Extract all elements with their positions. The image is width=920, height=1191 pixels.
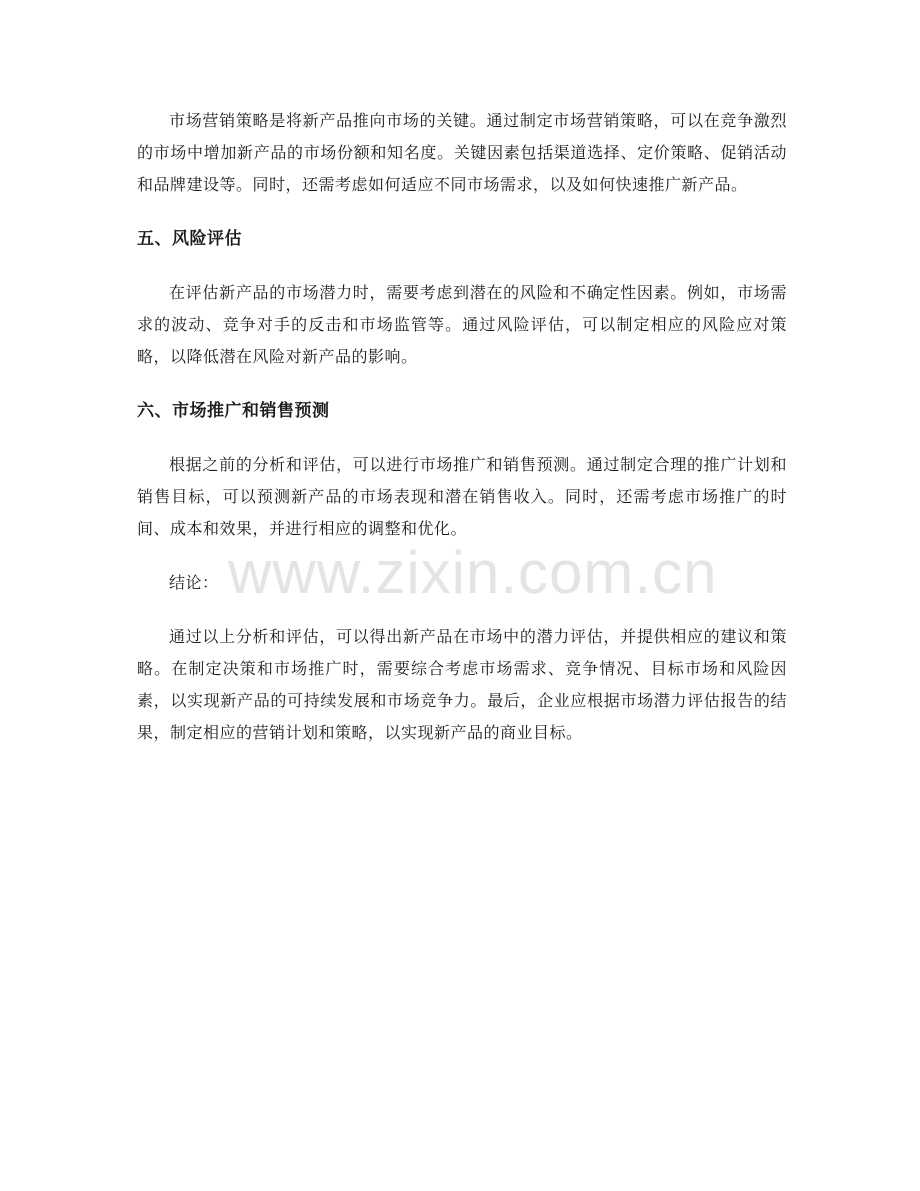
section-heading-promotion-forecast: 六、市场推广和销售预测 [137, 401, 330, 421]
intro-paragraph: 市场营销策略是将新产品推向市场的关键。通过制定市场营销策略，可以在竞争激烈的市场中增加新产品的市场份额和知名度。关键因素包括渠道选择、定价策略、促销活动和品牌建设等。同时，还需考虑如何适应不同市场需求，以及如何快速推广新产品。 [137, 111, 787, 194]
section-heading-risk-assessment: 五、风险评估 [137, 229, 242, 249]
watermark-text: www.zixin.com.cn [228, 539, 718, 606]
risk-assessment-paragraph: 在评估新产品的市场潜力时，需要考虑到潜在的风险和不确定性因素。例如，市场需求的波动、竞争对手的反击和市场监管等。通过风险评估，可以制定相应的风险应对策略，以降低潜在风险对新产品的影响。 [137, 283, 787, 366]
promotion-forecast-paragraph: 根据之前的分析和评估，可以进行市场推广和销售预测。通过制定合理的推广计划和销售目标，可以预测新产品的市场表现和潜在销售收入。同时，还需考虑市场推广的时间、成本和效果，并进行相应的调整和优化。 [137, 455, 787, 538]
conclusion-label: 结论： [169, 573, 219, 592]
conclusion-paragraph: 通过以上分析和评估，可以得出新产品在市场中的潜力评估，并提供相应的建议和策略。在制定决策和市场推广时，需要综合考虑市场需求、竞争情况、目标市场和风险因素，以实现新产品的可持续发展和市场竞争力。最后，企业应根据市场潜力评估报告的结果，制定相应的营销计划和策略，以实现新产品的商业目标。 [137, 627, 787, 742]
document-body [137, 105, 787, 749]
